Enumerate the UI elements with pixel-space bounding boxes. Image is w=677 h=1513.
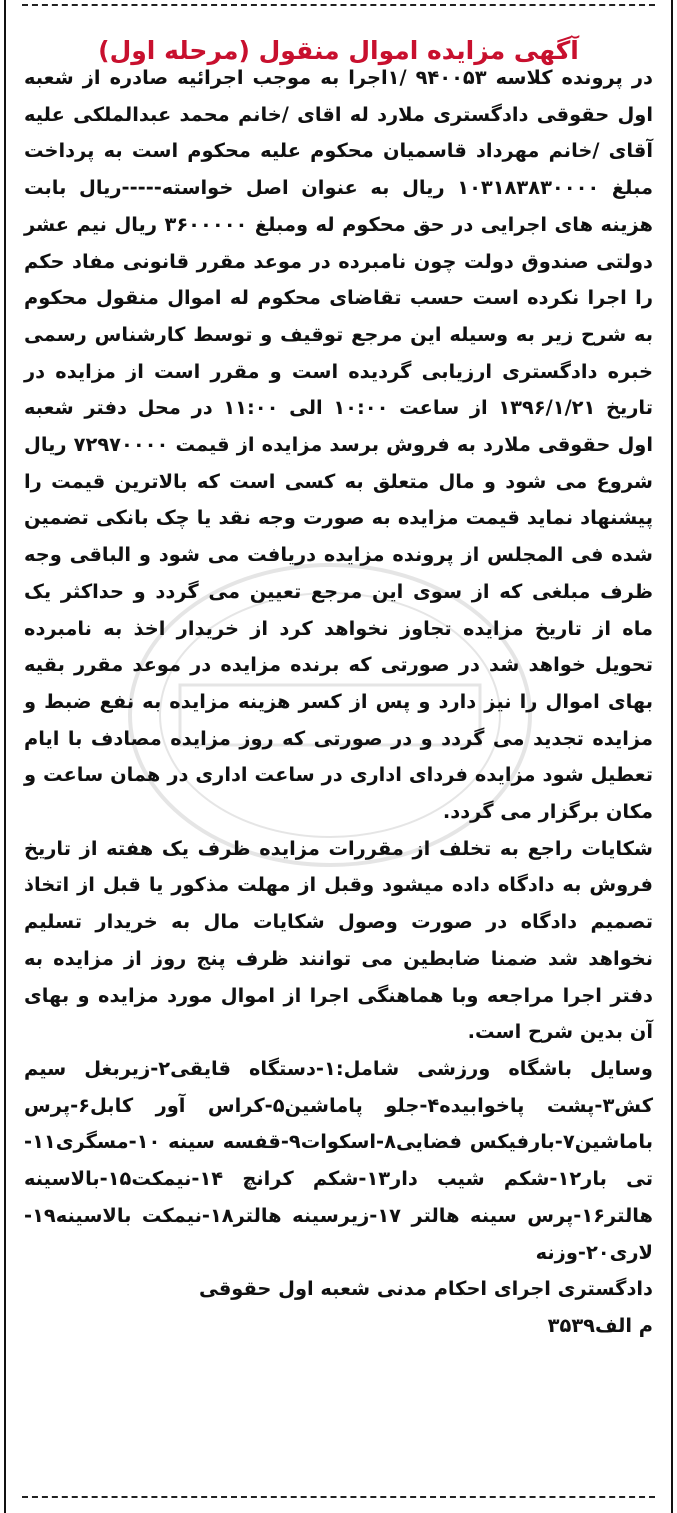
right-border-rule [671,0,673,1513]
notice-paragraph-complaints: شکایات راجع به تخلف از مقررات مزایده ظرف یک هفته از تاریخ فروش به دادگاه داده میشود وقبل از مهلت مذکور یا قبل از اتخاذ تصمیم دادگاه در صورت وصول شکایات مال به خریدار تسلیم نخواهد شد ضمنا ضابطین می توانند ظرف پنج روز از مزایده به دفتر اجرا مراجعه وبا هماهنگی اجرا از اموال مورد مزایده و بهای آن بدین شرح است. [24,836,653,1044]
notice-title: آگهی مزایده اموال منقول (مرحله اول) [98,35,579,65]
bottom-dashed-separator [22,1496,655,1498]
notice-reference-code: م الف۳۵۳۹ [547,1313,653,1337]
notice-paragraph-main: در پرونده کلاسه ۹۴۰۰۵۳ /۱اجرا به موجب اجرائیه صادره از شعبه اول حقوقی دادگستری ملارد له اقای /خانم محمد عبدالملکی علیه آقای /خانم مهرداد قاسمیان محکوم علیه محکوم است به پرداخت مبلغ ۱۰۳۱۸۳۸۳۰۰۰۰ ریال به عنوان اصل خواسته-----ریال بابت هزینه های اجرایی در حق محکوم له ومبلغ ۳۶۰۰۰۰۰ ریال نیم عشر دولتی صندوق دولت چون نامبرده در موعد مقرر قانونی مفاد حکم را اجرا نکرده است حسب تقاضای محکوم له اموال منقول محکوم به شرح زیر به وسیله این مرجع توقیف و توسط کارشناس رسمی خبره دادگستری ارزیابی گردیده است و مقرر است از مزایده در تاریخ ۱۳۹۶/۱/۲۱ از ساعت ۱۰:۰۰ الی ۱۱:۰۰ در محل دفتر شعبه اول حقوقی ملارد به فروش برسد مزایده از قیمت ۷۲۹۷۰۰۰۰ ریال شروع می شود و مال متعلق به کسی است که بالاترین قیمت را پیشنهاد نماید قیمت مزایده به صورت وجه نقد یا چک بانکی تضمین شده فی المجلس از پرونده مزایده دریافت می شود و الباقی وجه ظرف مبلغی که از سوی این مرجع تعیین می گردد و حداکثر یک ماه از تاریخ مزایده تجاوز نخواهد کرد از خریدار اخذ به نامبرده تحویل خواهد شد در صورتی که برنده مزایده در موعد مقرر بقیه بهای اموال را نیز دارد و پس از کسر هزینه مزایده به نفع ضبط و مزایده تجدید می گردد و در صورتی که روز مزایده مصادف با ایام تعطیل شود مزایده فردای اداری در ساعت اداری در همان ساعت و مکان برگزار می گردد. [24,66,653,824]
notice-issuer: دادگستری اجرای احکام مدنی شعبه اول حقوقی [198,1277,653,1301]
notice-paragraph-items: وسایل باشگاه ورزشی شامل:۱-دستگاه قایقی۲-زیربغل سیم کش۳-پشت پاخوابیده۴-جلو پاماشین۵-کراس آور کابل۶-پرس باماشین۷-بارفیکس فضایی۸-اسکوات۹-قفسه سینه ۱۰-مسگری۱۱-تی بار۱۲-شکم شیب دار۱۳-شکم کرانچ ۱۴-نیمکت۱۵-بالاسینه هالتر۱۶-پرس سینه هالتر ۱۷-زیرسینه هالتر۱۸-نیمکت بالاسینه۱۹-لاری۲۰-وزنه [24,1056,654,1264]
left-border-rule [4,0,6,1513]
notice-body [24,60,653,1345]
top-dashed-separator [22,4,655,6]
